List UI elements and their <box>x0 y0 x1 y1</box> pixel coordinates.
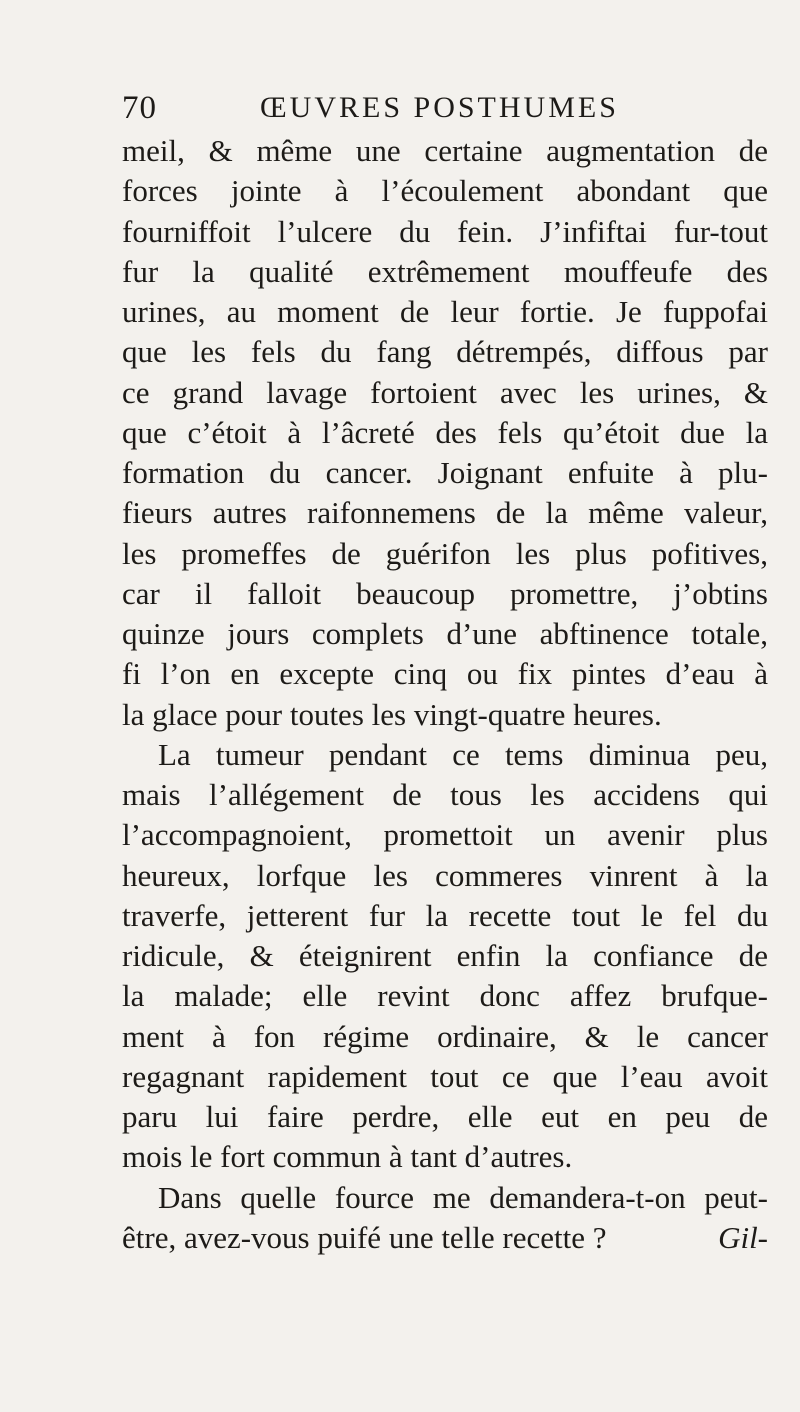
text-line: urines, au moment de leur fortie. Je fuppofai <box>122 294 768 329</box>
text-line: fourniffoit l’ulcere du fein. J’infiftai fur-tout <box>122 213 768 249</box>
text-line: La tumeur pendant ce tems diminua peu, <box>158 736 768 772</box>
running-title: ŒUVRES POSTHUMES <box>260 91 619 124</box>
text-line: Dans quelle fource me demandera-t-on peut- <box>158 1179 768 1215</box>
text-line: que les fels du fang détrempés, diffous par <box>122 334 768 370</box>
text-line: heureux, lorfque les commeres vinrent à la <box>122 857 768 893</box>
text-line: forces jointe à l’écoulement abondant que <box>122 173 768 209</box>
text-line: fi l’on en excepte cinq ou fix pintes d’eau à <box>122 656 768 692</box>
text-line: ce grand lavage fortoient avec les urines, & <box>122 374 768 410</box>
text-line: quinze jours complets d’une abftinence totale, <box>122 616 768 651</box>
text-line: ridicule, & éteignirent enfin la confiance de <box>122 938 768 973</box>
text-line: fieurs autres raifonnemens de la même valeur, <box>122 495 768 531</box>
text-line: car il falloit beaucoup promettre, j’obtins <box>122 575 768 611</box>
text-line: la glace pour toutes les vingt-quatre heures. <box>122 696 662 732</box>
last-line-text: être, avez-vous puifé une telle recette ? <box>122 1219 607 1255</box>
text-line: les promeffes de guérifon les plus pofitives, <box>122 535 768 571</box>
last-line-italic-tail: Gil- <box>718 1219 768 1255</box>
text-line: meil, & même une certaine augmentation de <box>122 133 768 168</box>
page-header <box>122 88 682 128</box>
text-line: regagnant rapidement tout ce que l’eau avoit <box>122 1058 768 1094</box>
text-line: ment à fon régime ordinaire, & le cancer <box>122 1018 768 1054</box>
text-line: fur la qualité extrêmement mouffeufe des <box>122 253 768 289</box>
text-line: la malade; elle revint donc affez brufque- <box>122 978 768 1014</box>
text-line: mois le fort commun à tant d’autres. <box>122 1139 573 1175</box>
text-line: mais l’allégement de tous les accidens qui <box>122 777 768 812</box>
page-number: 70 <box>122 90 157 126</box>
text-line-last <box>122 1218 768 1258</box>
text-line: traverfe, jetterent fur la recette tout le fel du <box>122 897 768 933</box>
text-line: que c’étoit à l’âcreté des fels qu’étoit due la <box>122 414 768 450</box>
text-line: formation du cancer. Joignant enfuite à plu- <box>122 455 768 490</box>
text-line: paru lui faire perdre, elle eut en peu de <box>122 1099 768 1134</box>
text-line: l’accompagnoient, promettoit un avenir plus <box>122 817 768 853</box>
body-text <box>122 131 768 1258</box>
